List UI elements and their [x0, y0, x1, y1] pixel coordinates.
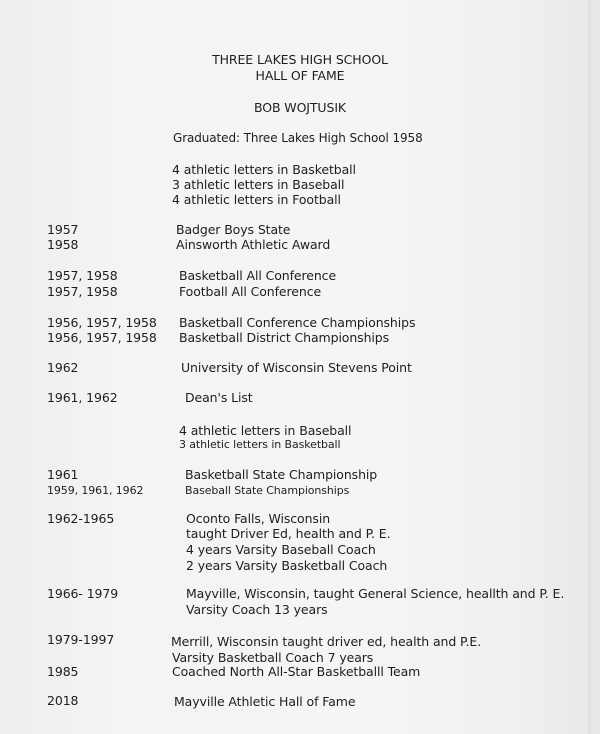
- entry-text: Basketball All Conference: [179, 268, 337, 283]
- entry-text: Dean's List: [185, 390, 253, 405]
- entry-year: 1957: [47, 222, 79, 237]
- hs-letters-basketball: 4 athletic letters in Basketball: [172, 162, 356, 177]
- entry-year: 1956, 1957, 1958: [47, 330, 157, 345]
- entry-text: taught Driver Ed, health and P. E.: [186, 526, 391, 541]
- entry-year: 1961, 1962: [47, 390, 118, 405]
- entry-year: 1966- 1979: [47, 586, 119, 601]
- school-name: THREE LAKES HIGH SCHOOL: [212, 52, 388, 67]
- entry-text: Mayville Athletic Hall of Fame: [174, 694, 356, 709]
- graduation-line: Graduated: Three Lakes High School 1958: [173, 131, 423, 145]
- hs-letters-baseball: 3 athletic letters in Baseball: [172, 177, 345, 192]
- entry-text: Oconto Falls, Wisconsin: [186, 511, 331, 526]
- entry-text: Basketball District Championships: [179, 330, 390, 345]
- entry-year: 1962-1965: [47, 511, 115, 526]
- entry-year: 1958: [47, 237, 79, 252]
- entry-text: Varsity Coach 13 years: [186, 602, 328, 617]
- inductee-name: BOB WOJTUSIK: [253, 100, 347, 115]
- entry-text: 4 years Varsity Baseball Coach: [186, 542, 376, 557]
- entry-text: Basketball State Championship: [185, 467, 378, 482]
- entry-text: Varsity Basketball Coach 7 years: [172, 650, 374, 665]
- entry-year: 1957, 1958: [47, 284, 118, 299]
- entry-text: University of Wisconsin Stevens Point: [181, 360, 412, 375]
- hall-of-fame-title: HALL OF FAME: [255, 68, 345, 83]
- entry-text: Basketball Conference Championships: [179, 315, 416, 330]
- entry-year: 1959, 1961, 1962: [47, 484, 144, 497]
- entry-year: 1985: [47, 664, 79, 679]
- entry-year: 1956, 1957, 1958: [47, 315, 157, 330]
- entry-text: Mayville, Wisconsin, taught General Science, heallth and P. E.: [186, 586, 565, 601]
- entry-text: 4 athletic letters in Baseball: [179, 423, 352, 438]
- entry-year: 1957, 1958: [47, 268, 118, 283]
- entry-text: Merrill, Wisconsin taught driver ed, health and P.E.: [171, 634, 482, 649]
- entry-year: 1961: [47, 467, 79, 482]
- entry-text: Badger Boys State: [176, 222, 291, 237]
- entry-year: 2018: [47, 693, 79, 708]
- hs-letters-football: 4 athletic letters in Football: [172, 192, 341, 207]
- entry-year: 1962: [47, 360, 79, 375]
- entry-text: Ainsworth Athletic Award: [176, 237, 331, 252]
- entry-text: Coached North All-Star Basketballl Team: [172, 664, 421, 679]
- entry-text: 2 years Varsity Basketball Coach: [186, 558, 388, 573]
- entry-text: Football All Conference: [179, 284, 322, 299]
- entry-text: Baseball State Championships: [185, 484, 350, 497]
- entry-text: 3 athletic letters in Basketball: [179, 438, 341, 451]
- entry-year: 1979-1997: [47, 632, 115, 647]
